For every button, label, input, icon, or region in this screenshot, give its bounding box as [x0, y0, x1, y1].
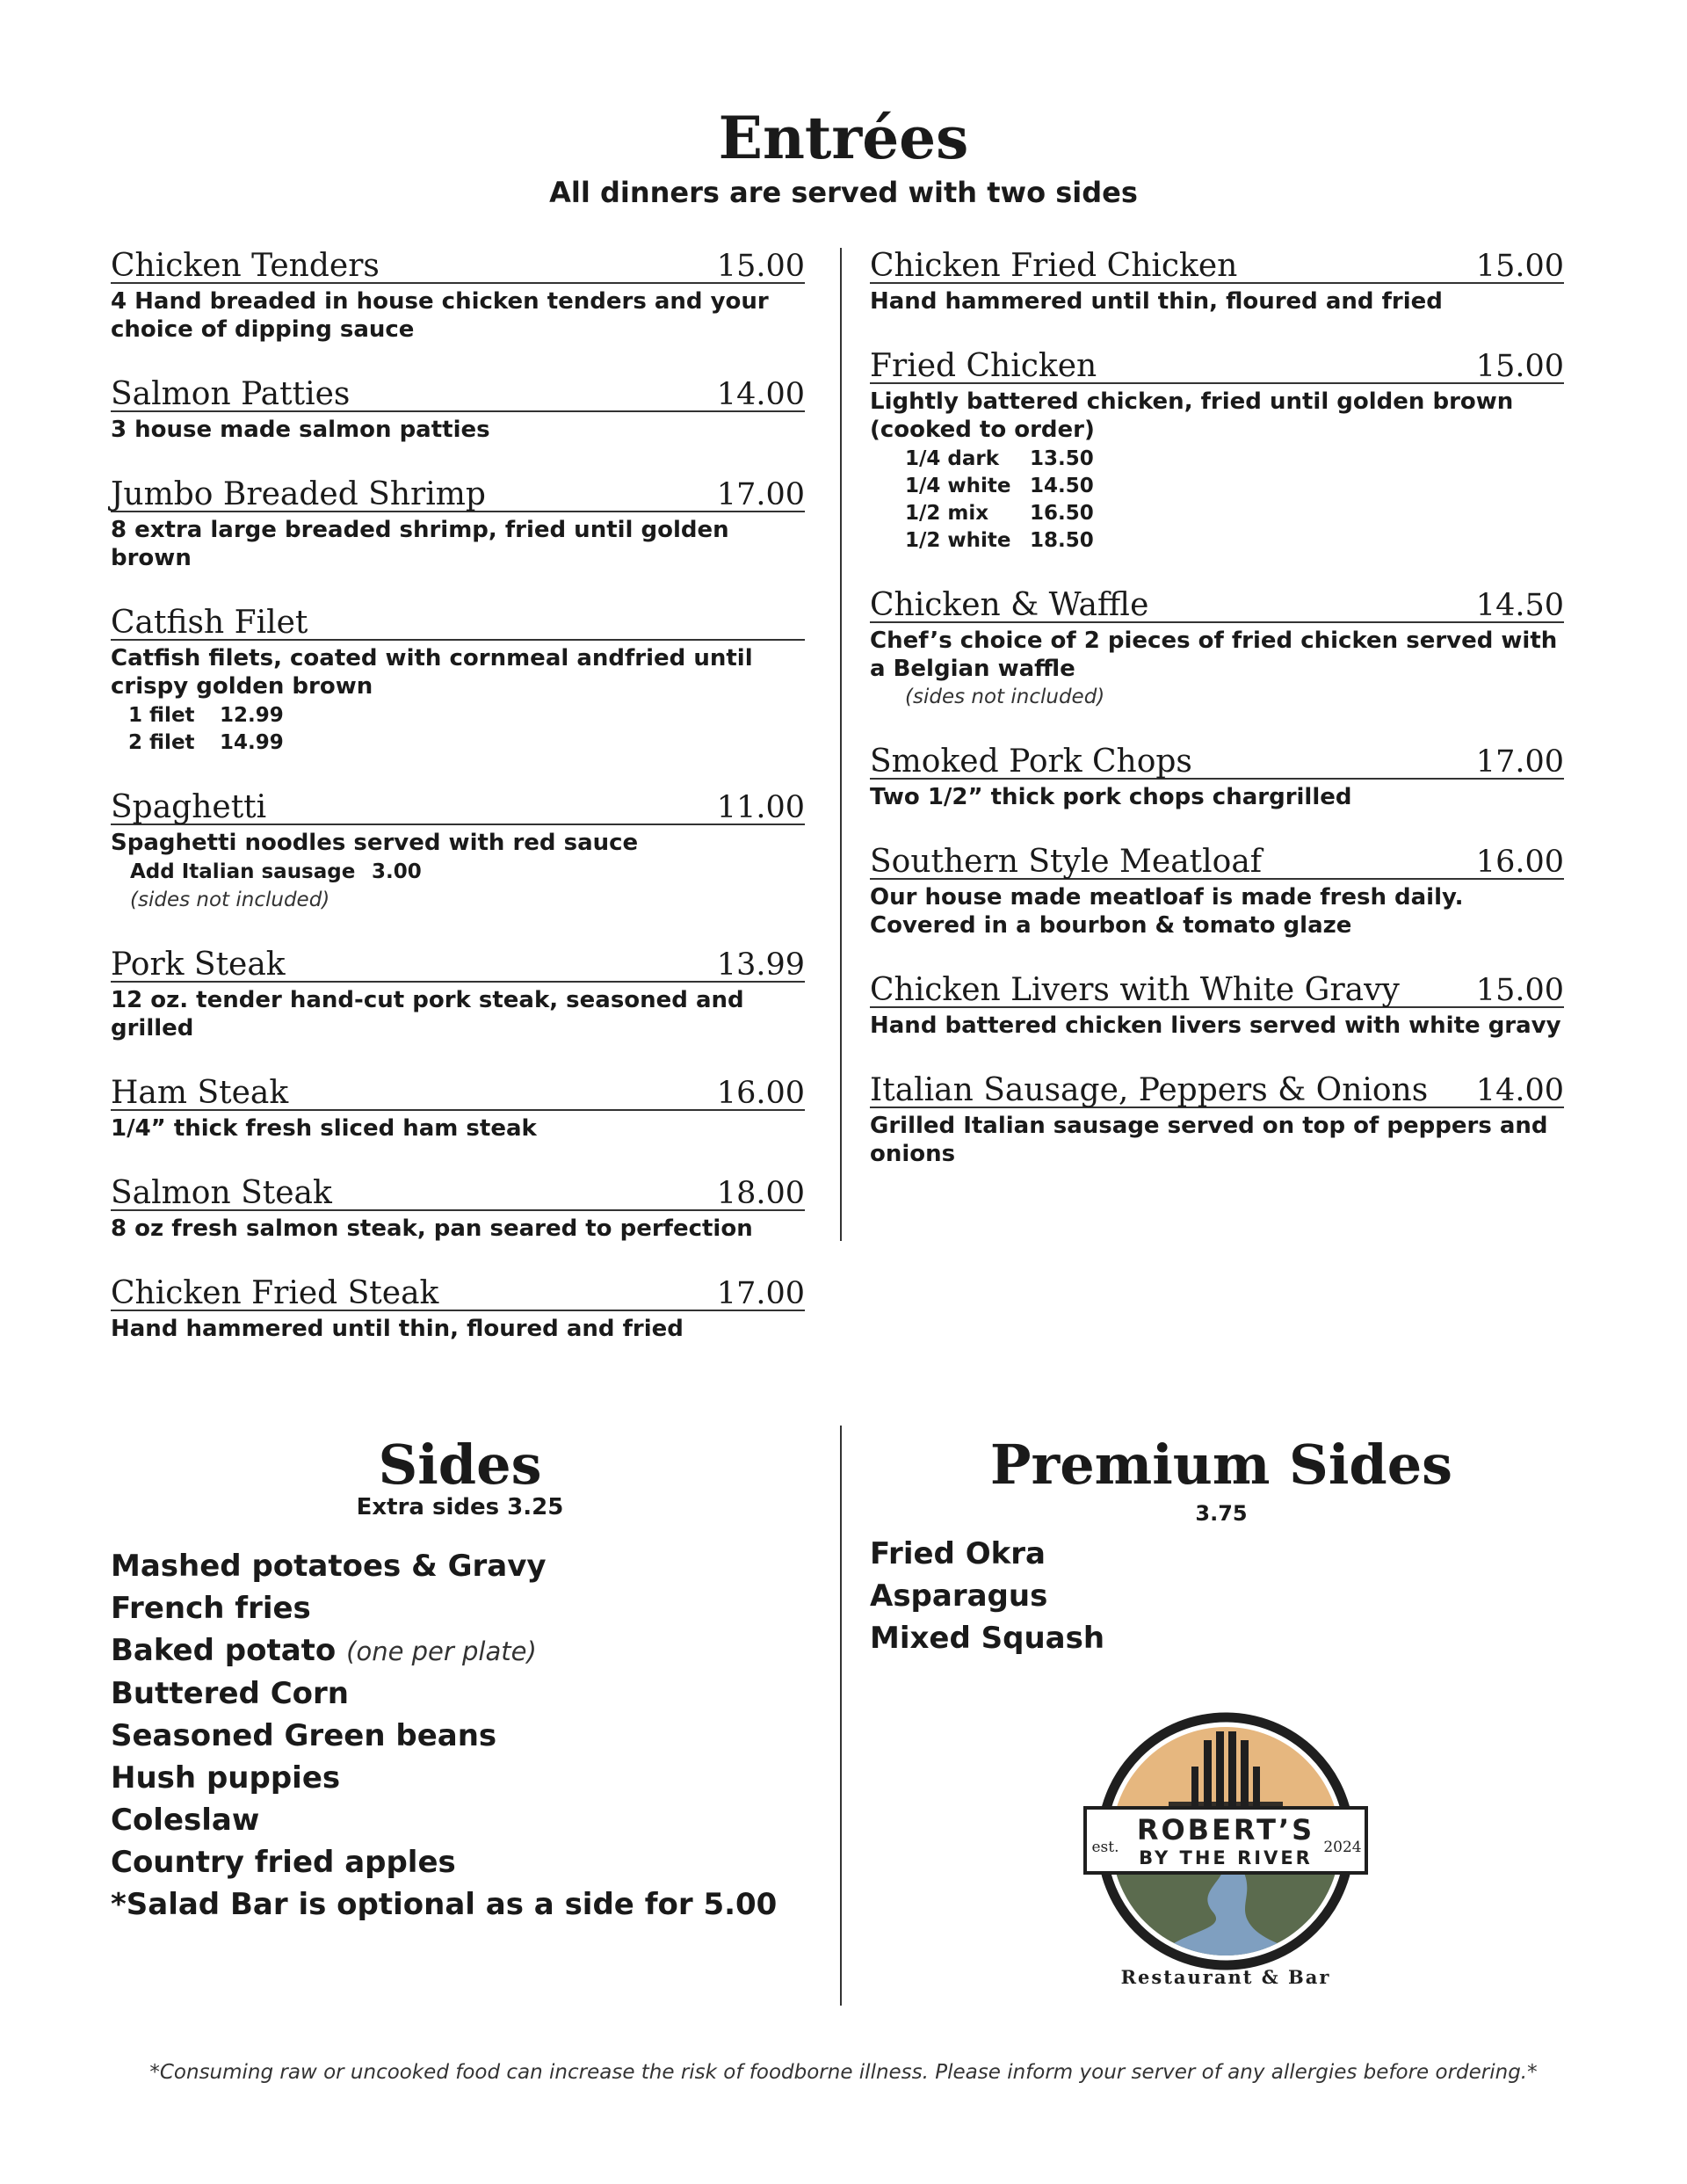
menu-item-options	[870, 446, 1564, 555]
menu-item	[111, 376, 805, 444]
side-item	[111, 1587, 814, 1629]
menu-item-header	[870, 746, 1564, 780]
menu-item-price: 16.00	[1475, 845, 1564, 880]
allergy-disclaimer: *Consuming raw or uncooked food can increase the risk of foodborne illness. Please inform your server of any allergies before ordering.*	[149, 2061, 1538, 2084]
menu-item	[870, 250, 1564, 316]
menu-item	[111, 949, 805, 1042]
menu-item-header	[870, 972, 1564, 1008]
option-label: 1/4 dark	[905, 447, 1000, 470]
menu-item-name: Chicken Fried Chicken	[870, 248, 1238, 284]
menu-item-option	[870, 473, 1564, 500]
menu-item-note: (sides not included)	[130, 889, 330, 911]
option-label: 1/2 white	[905, 529, 1011, 552]
side-item-name: Baked potato	[111, 1633, 337, 1668]
side-item	[111, 1715, 814, 1757]
menu-item-name: Jumbo Breaded Shrimp	[111, 476, 486, 512]
menu-item-description: 12 oz. tender hand-cut pork steak, seasoned and grilled	[111, 987, 744, 1041]
option-price: 3.00	[372, 860, 422, 883]
side-item	[111, 1629, 814, 1672]
menu-item-option	[870, 446, 1564, 473]
side-item-name: Hush puppies	[111, 1760, 341, 1796]
menu-item	[870, 846, 1564, 940]
menu-item	[111, 476, 805, 572]
premium-sides-price: 3.75	[1195, 1501, 1248, 1526]
menu-item-price: 17.00	[716, 1276, 805, 1311]
menu-item-description: Hand hammered until thin, floured and fried	[111, 1316, 684, 1342]
menu-item	[870, 972, 1564, 1040]
premium-side-item: Mixed Squash	[870, 1621, 1105, 1656]
column-divider-top	[840, 248, 842, 1241]
entrees-left-column	[111, 250, 805, 1378]
menu-item-description: Lightly battered chicken, fried until golden brown (cooked to order)	[870, 388, 1514, 443]
menu-item	[111, 1275, 805, 1343]
menu-item-price: 18.00	[716, 1176, 805, 1211]
menu-item-options	[111, 702, 805, 757]
side-item-name: Country fried apples	[111, 1845, 456, 1880]
entrees-title: Entrées	[718, 104, 969, 172]
menu-item-description: Two 1/2” thick pork chops chargrilled	[870, 784, 1352, 810]
side-item-name: French fries	[111, 1591, 311, 1626]
option-price: 16.50	[1030, 502, 1094, 525]
menu-item-option	[870, 527, 1564, 555]
option-price: 18.50	[1030, 529, 1094, 552]
menu-item-header	[111, 1275, 805, 1311]
premium-sides-title: Premium Sides	[989, 1433, 1453, 1497]
menu-item-description: 3 house made salmon patties	[111, 417, 490, 443]
logo-subtitle: Restaurant & Bar	[1120, 1966, 1331, 1988]
side-item-note: (one per plate)	[346, 1636, 537, 1666]
restaurant-logo	[1063, 1701, 1388, 1999]
menu-item-header	[111, 476, 805, 512]
logo-tagline: BY THE RIVER	[1139, 1847, 1313, 1868]
side-item-name: Mashed potatoes & Gravy	[111, 1549, 547, 1584]
menu-item-header	[870, 846, 1564, 880]
menu-item	[111, 250, 805, 344]
menu-item-name: Chicken Fried Steak	[111, 1275, 439, 1311]
menu-item-name: Smoked Pork Chops	[870, 744, 1192, 780]
entrees-subtitle: All dinners are served with two sides	[549, 176, 1138, 209]
option-price: 13.50	[1030, 447, 1094, 470]
menu-item-description: Our house made meatloaf is made fresh daily. Covered in a bourbon & tomato glaze	[870, 884, 1464, 939]
side-item-name: *Salad Bar is optional as a side for 5.00	[111, 1887, 778, 1922]
option-label: 2 filet	[128, 731, 195, 754]
menu-item-description: 8 extra large breaded shrimp, fried until golden brown	[111, 517, 729, 571]
menu-item-name: Salmon Steak	[111, 1175, 332, 1211]
menu-item-price: 15.00	[716, 249, 805, 284]
side-item	[111, 1799, 814, 1841]
option-label: 1/4 white	[905, 475, 1011, 497]
menu-item-option	[111, 702, 805, 729]
sides-extra-price: Extra sides 3.25	[356, 1494, 564, 1520]
menu-item-header	[870, 587, 1564, 623]
menu-item-price: 17.00	[716, 477, 805, 512]
side-item	[111, 1545, 814, 1587]
menu-item-price: 14.50	[1475, 588, 1564, 623]
menu-item	[870, 587, 1564, 711]
menu-item-name: Chicken Tenders	[111, 248, 380, 284]
menu-item-price: 15.00	[1475, 349, 1564, 384]
menu-item-name: Italian Sausage, Peppers & Onions	[870, 1072, 1429, 1108]
menu-item-header	[870, 1072, 1564, 1108]
sides-title: Sides	[378, 1433, 542, 1497]
menu-item-price: 11.00	[716, 790, 805, 825]
premium-side-item: Asparagus	[870, 1578, 1048, 1614]
menu-item	[870, 348, 1564, 555]
entrees-right-column	[870, 250, 1564, 1203]
menu-item-name: Chicken & Waffle	[870, 587, 1149, 623]
sides-list	[111, 1545, 814, 1926]
option-label: Add Italian sausage	[130, 860, 356, 883]
menu-item-price: 17.00	[1475, 744, 1564, 780]
menu-item-option	[111, 859, 805, 886]
menu-item	[870, 746, 1564, 811]
menu-item-options	[111, 859, 805, 886]
menu-item-name: Chicken Livers with White Gravy	[870, 972, 1400, 1008]
column-divider-bottom	[840, 1426, 842, 2006]
logo-est: est.	[1091, 1839, 1119, 1856]
option-price: 12.99	[220, 704, 284, 727]
option-price: 14.99	[220, 731, 284, 754]
menu-item-description: Catfish filets, coated with cornmeal andfried until crispy golden brown	[111, 645, 753, 700]
menu-item-description: 8 oz fresh salmon steak, pan seared to perfection	[111, 1215, 753, 1242]
menu-item-name: Salmon Patties	[111, 376, 351, 412]
premium-side-item: Fried Okra	[870, 1536, 1046, 1571]
option-label: 1 filet	[128, 704, 195, 727]
menu-item-header	[111, 607, 805, 641]
menu-item-price: 13.99	[716, 947, 805, 983]
menu-item-header	[111, 949, 805, 983]
menu-item-price: 15.00	[1475, 973, 1564, 1008]
side-item	[111, 1883, 814, 1926]
side-item	[111, 1841, 814, 1883]
menu-item-name: Catfish Filet	[111, 605, 308, 641]
menu-item	[111, 789, 805, 914]
option-price: 14.50	[1030, 475, 1094, 497]
logo-year: 2024	[1323, 1839, 1362, 1856]
menu-item-header	[111, 250, 805, 284]
menu-item-name: Pork Steak	[111, 947, 286, 983]
menu-item-description: 1/4” thick fresh sliced ham steak	[111, 1115, 537, 1142]
menu-item-option	[111, 729, 805, 757]
side-item-name: Buttered Corn	[111, 1676, 349, 1711]
menu-item-name: Fried Chicken	[870, 348, 1097, 384]
menu-item-header	[870, 348, 1564, 384]
menu-item	[870, 1072, 1564, 1168]
menu-item-header	[111, 1077, 805, 1111]
menu-item-description: Grilled Italian sausage served on top of peppers and onions	[870, 1113, 1548, 1167]
menu-item-description: Spaghetti noodles served with red sauce	[111, 830, 639, 856]
menu-item	[111, 1175, 805, 1243]
menu-item-option	[870, 500, 1564, 527]
logo-name: ROBERT’S	[1136, 1813, 1315, 1847]
menu-item-header	[111, 789, 805, 825]
side-item	[111, 1672, 814, 1715]
menu-item-name: Spaghetti	[111, 789, 267, 825]
option-label: 1/2 mix	[905, 502, 989, 525]
premium-sides-list	[870, 1533, 1573, 1659]
menu-item-price: 14.00	[1475, 1073, 1564, 1108]
menu-item-header	[111, 1175, 805, 1211]
side-item-name: Seasoned Green beans	[111, 1718, 497, 1753]
side-item	[111, 1757, 814, 1799]
menu-item-note: (sides not included)	[905, 686, 1105, 708]
menu-item-name: Southern Style Meatloaf	[870, 844, 1263, 880]
menu-item	[111, 607, 805, 757]
menu-item-price: 14.00	[716, 377, 805, 412]
menu-item	[111, 1077, 805, 1143]
menu-item-header	[870, 250, 1564, 284]
side-item-name: Coleslaw	[111, 1803, 260, 1838]
menu-item-price: 15.00	[1475, 249, 1564, 284]
menu-item-description: Hand hammered until thin, floured and fried	[870, 288, 1443, 315]
menu-item-description: Chef’s choice of 2 pieces of fried chicken served with a Belgian waffle	[870, 628, 1558, 682]
menu-item-header	[111, 376, 805, 412]
menu-item-name: Ham Steak	[111, 1075, 289, 1111]
menu-item-description: 4 Hand breaded in house chicken tenders and your choice of dipping sauce	[111, 288, 769, 343]
menu-item-description: Hand battered chicken livers served with white gravy	[870, 1012, 1561, 1039]
menu-item-price: 16.00	[716, 1076, 805, 1111]
